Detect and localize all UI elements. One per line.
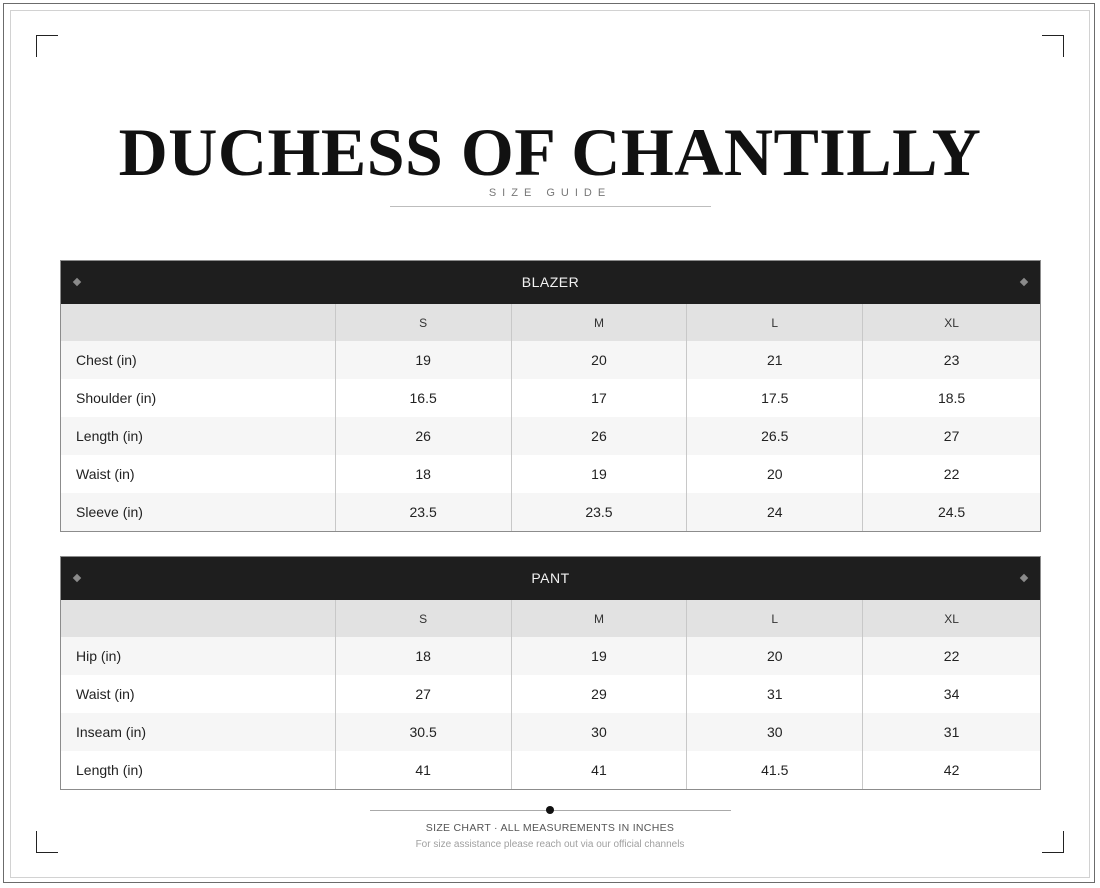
measurement-value: 18.5	[862, 379, 1040, 417]
brand-title: DUCHESS OF CHANTILLY	[118, 114, 982, 190]
measurement-value: 26	[335, 417, 511, 455]
measurement-value: 41	[511, 751, 687, 789]
measurement-label: Length (in)	[76, 428, 143, 444]
table-row	[61, 455, 1040, 493]
diamond-icon	[73, 574, 81, 582]
pant-size-table	[60, 556, 1041, 790]
measurement-label: Inseam (in)	[76, 724, 147, 740]
measurement-value: 18	[335, 637, 511, 675]
blazer-table-title: BLAZER	[521, 274, 580, 290]
blazer-table-header	[61, 261, 1040, 304]
measurement-value: 26	[511, 417, 687, 455]
table-row	[61, 751, 1040, 789]
size-header-cell: M	[511, 304, 687, 341]
table-row	[61, 637, 1040, 675]
measurement-value: 17.5	[686, 379, 862, 417]
diamond-icon	[1020, 574, 1028, 582]
size-header-cell: XL	[862, 600, 1040, 637]
table-row	[61, 493, 1040, 531]
pant-table-title: PANT	[531, 570, 570, 586]
table-row	[61, 417, 1040, 455]
size-header-cell: S	[335, 600, 511, 637]
measurement-label: Shoulder (in)	[76, 390, 157, 406]
measurement-label: Sleeve (in)	[76, 504, 143, 520]
size-header-cell: S	[335, 304, 511, 341]
measurement-value: 23.5	[511, 493, 687, 531]
measurement-label: Waist (in)	[76, 466, 135, 482]
measurement-value: 22	[862, 455, 1040, 493]
table-row	[61, 675, 1040, 713]
measurement-value: 20	[686, 637, 862, 675]
size-header-row	[61, 304, 1040, 341]
measurement-value: 41.5	[686, 751, 862, 789]
measurement-value: 26.5	[686, 417, 862, 455]
measurement-value: 17	[511, 379, 687, 417]
size-header-corner	[61, 304, 335, 341]
size-header-cell: L	[686, 600, 862, 637]
footer-caption: SIZE CHART · ALL MEASUREMENTS IN INCHES	[425, 822, 675, 834]
size-header-row	[61, 600, 1040, 637]
measurement-value: 20	[686, 455, 862, 493]
subtitle-divider	[390, 206, 711, 207]
measurement-value: 16.5	[335, 379, 511, 417]
measurement-value: 23	[862, 341, 1040, 379]
diamond-icon	[73, 278, 81, 286]
measurement-value: 30	[511, 713, 687, 751]
measurement-value: 20	[511, 341, 687, 379]
table-row	[61, 341, 1040, 379]
measurement-value: 24	[686, 493, 862, 531]
measurement-value: 19	[511, 637, 687, 675]
measurement-value: 30.5	[335, 713, 511, 751]
measurement-value: 27	[862, 417, 1040, 455]
measurement-value: 24.5	[862, 493, 1040, 531]
size-header-cell: XL	[862, 304, 1040, 341]
dot-icon	[546, 806, 554, 814]
measurement-label: Hip (in)	[76, 648, 122, 664]
measurement-value: 42	[862, 751, 1040, 789]
measurement-value: 29	[511, 675, 687, 713]
measurement-value: 19	[511, 455, 687, 493]
page-subtitle: SIZE GUIDE	[488, 187, 612, 199]
measurement-value: 27	[335, 675, 511, 713]
measurement-value: 18	[335, 455, 511, 493]
size-header-cell: M	[511, 600, 687, 637]
pant-table-header	[61, 557, 1040, 600]
size-header-cell: L	[686, 304, 862, 341]
measurement-label: Length (in)	[76, 762, 143, 778]
measurement-value: 19	[335, 341, 511, 379]
diamond-icon	[1020, 278, 1028, 286]
measurement-value: 30	[686, 713, 862, 751]
corner-mark-top-right	[1042, 35, 1064, 57]
measurement-value: 31	[686, 675, 862, 713]
measurement-value: 23.5	[335, 493, 511, 531]
measurement-label: Waist (in)	[76, 686, 135, 702]
measurement-value: 22	[862, 637, 1040, 675]
footer-note: For size assistance please reach out via our official channels	[415, 839, 685, 850]
measurement-value: 31	[862, 713, 1040, 751]
size-header-corner	[61, 600, 335, 637]
measurement-value: 41	[335, 751, 511, 789]
measurement-value: 34	[862, 675, 1040, 713]
table-row	[61, 713, 1040, 751]
measurement-label: Chest (in)	[76, 352, 137, 368]
blazer-size-table	[60, 260, 1041, 532]
measurement-value: 21	[686, 341, 862, 379]
corner-mark-top-left	[36, 35, 58, 57]
table-row	[61, 379, 1040, 417]
